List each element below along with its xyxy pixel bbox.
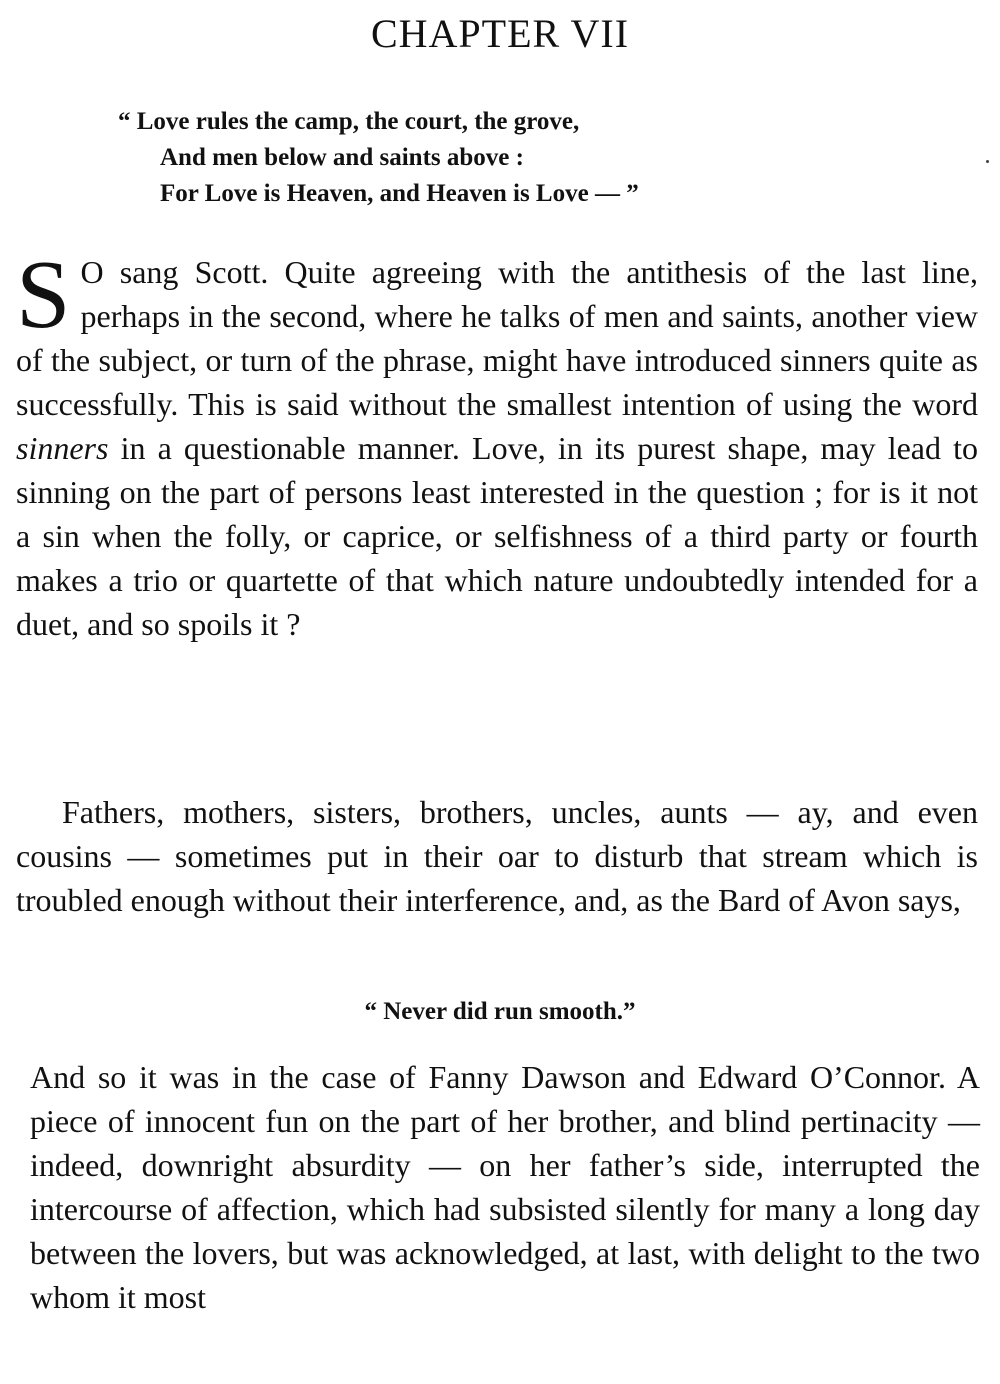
paragraph-1-text-b: in a questionable manner. Love, in its purest shape, may lead to sinning on the part of persons least interested in the question ; for is it not a sin when the folly, or caprice, or selfishness of a third party or fourth makes a trio or quartette of that which nature undoubtedly intended for a duet, and so spoils it ?	[16, 430, 978, 642]
paragraph-2: Fathers, mothers, sisters, brothers, uncles, aunts — ay, and even cousins — sometimes put in their oar to disturb that stream which is troubled enough without their interference, and, as the Bard of Avon says,	[16, 794, 978, 918]
paragraph-3: And so it was in the case of Fanny Dawson and Edward O’Connor. A piece of innocent fun on the part of her brother, and blind pertinacity — indeed, downright absurdity — on her father’s side, interrupted the intercourse of affection, which had subsisted silently for many a long day between the lovers, but was acknowledged, at last, with delight to the two whom it most	[30, 1059, 980, 1315]
paragraph-1	[16, 241, 978, 646]
drop-cap: S	[16, 241, 71, 349]
epigraph-line-1: “ Love rules the camp, the court, the grove,	[118, 108, 580, 135]
epigraph	[118, 104, 639, 212]
epigraph-line-3: For Love is Heaven, and Heaven is Love — ”	[160, 180, 639, 207]
italic-word: sinners	[16, 430, 109, 466]
epigraph-line-2: And men below and saints above :	[160, 144, 524, 171]
page-speck	[986, 160, 989, 163]
paragraph-1-text-a: O sang Scott. Quite agreeing with the antithesis of the last line, perhaps in the second, where he talks of men and saints, another view of the subject, or turn of the phrase, might have introduced sinners quite as successfully. This is said without the smallest intention of using the word	[16, 254, 978, 422]
chapter-title: CHAPTER VII	[370, 11, 630, 56]
inline-quote: “ Never did run smooth.”	[364, 998, 636, 1025]
